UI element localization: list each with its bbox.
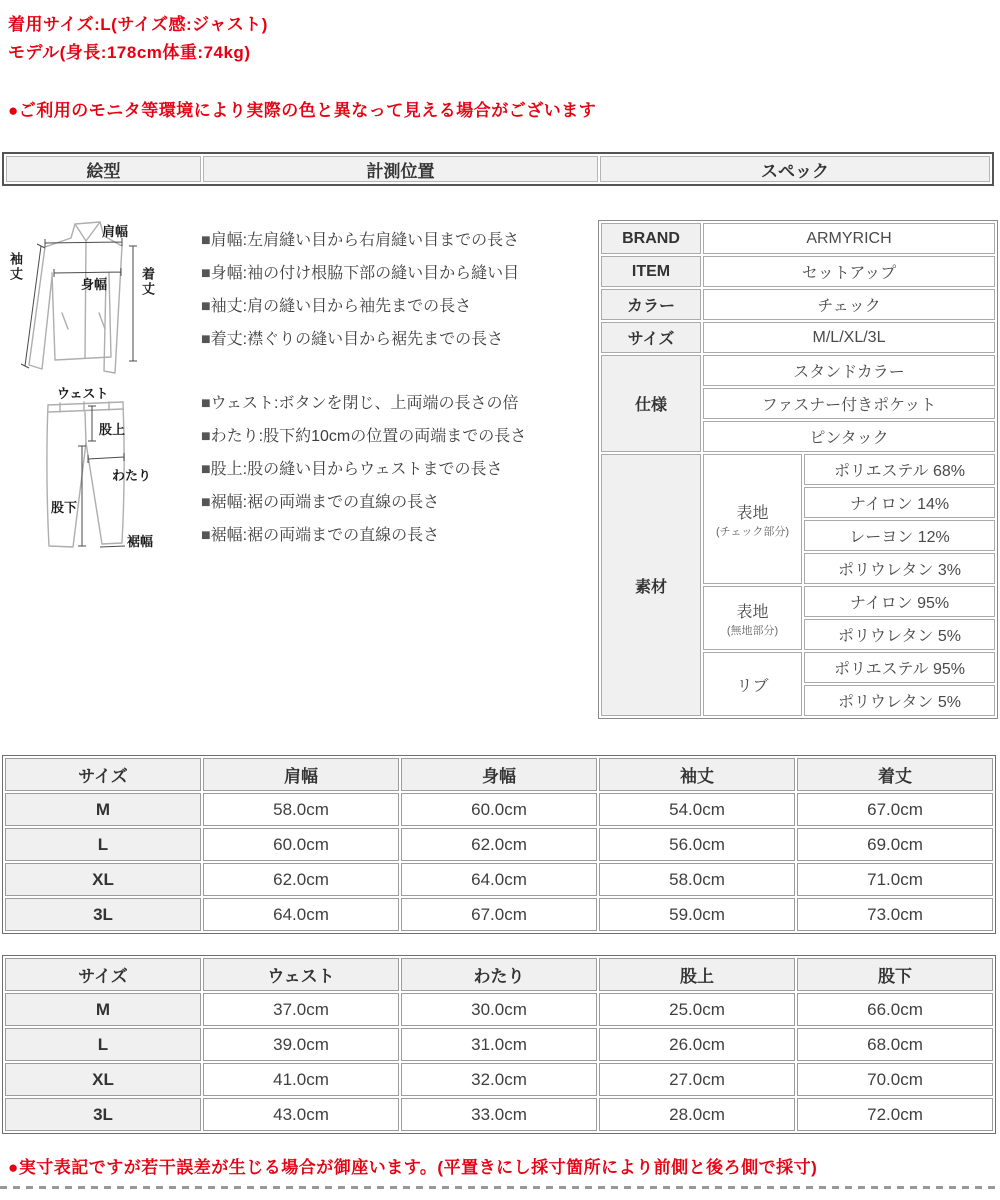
material-group-sub: (無地部分) — [726, 624, 779, 637]
table-cell: 60.0cm — [203, 828, 399, 861]
note-hem-2: ■裾幅:裾の両端までの直線の長さ — [201, 527, 440, 544]
table-cell: 27.0cm — [599, 1063, 795, 1096]
measure-notes-pants — [201, 390, 603, 555]
material-value: ポリエステル 68% — [804, 454, 995, 485]
material-group-rib — [703, 652, 802, 716]
table-cell: 26.0cm — [599, 1028, 795, 1061]
column-header: サイズ — [5, 758, 201, 791]
column-header: 袖丈 — [599, 758, 795, 791]
table-row — [5, 1063, 993, 1096]
pants-size-table — [2, 955, 996, 1134]
column-header: 身幅 — [401, 758, 597, 791]
table-cell: 28.0cm — [599, 1098, 795, 1131]
spec-value-item: セットアップ — [703, 256, 995, 287]
measurement-tolerance-note: ●実寸表記ですが若干誤差が生じる場合が御座います。(平置きにし採寸箇所により前側と後ろ側で採寸) — [8, 1158, 818, 1177]
pants-hem-label: 裾幅 — [127, 534, 154, 549]
header-drawing: 絵型 — [6, 156, 201, 182]
monitor-color-note: ●ご利用のモニタ等環境により実際の色と異なって見える場合がございます — [8, 101, 597, 120]
table-cell: 56.0cm — [599, 828, 795, 861]
table-row — [601, 454, 995, 485]
spec-value-brand: ARMYRICH — [703, 223, 995, 254]
cutoff-text-strip — [0, 1186, 1000, 1189]
size-row-label: XL — [5, 1063, 201, 1096]
section-header-bar — [2, 152, 994, 186]
table-row — [601, 256, 995, 287]
model-info-note: モデル(身長:178cm体重:74kg) — [8, 43, 251, 62]
table-cell: 60.0cm — [401, 793, 597, 826]
pants-rise-label: 股上 — [99, 422, 126, 437]
table-cell: 73.0cm — [797, 898, 993, 931]
column-header: 股下 — [797, 958, 993, 991]
pants-waist-label: ウェスト — [57, 386, 109, 401]
size-row-label: L — [5, 1028, 201, 1061]
table-row — [601, 289, 995, 320]
material-value: ナイロン 95% — [804, 586, 995, 617]
size-row-label: 3L — [5, 1098, 201, 1131]
table-row — [5, 1098, 993, 1131]
spec-label-material: 素材 — [601, 454, 701, 716]
jacket-line-art — [5, 215, 197, 385]
header-spec: スペック — [600, 156, 990, 182]
column-header: わたり — [401, 958, 597, 991]
table-cell: 30.0cm — [401, 993, 597, 1026]
jacket-chest-label: 身幅 — [81, 277, 108, 292]
table-cell: 31.0cm — [401, 1028, 597, 1061]
size-row-label: M — [5, 793, 201, 826]
table-row — [601, 322, 995, 353]
material-value: ナイロン 14% — [804, 487, 995, 518]
table-row — [5, 793, 993, 826]
size-row-label: XL — [5, 863, 201, 896]
jacket-shoulder-label: 肩幅 — [102, 224, 129, 239]
table-cell: 54.0cm — [599, 793, 795, 826]
table-row — [5, 1028, 993, 1061]
size-row-label: 3L — [5, 898, 201, 931]
table-cell: 25.0cm — [599, 993, 795, 1026]
table-cell: 33.0cm — [401, 1098, 597, 1131]
table-cell: 70.0cm — [797, 1063, 993, 1096]
column-header: 股上 — [599, 958, 795, 991]
note-hem-1: ■裾幅:裾の両端までの直線の長さ — [201, 494, 440, 511]
measure-notes-jacket — [201, 227, 603, 359]
header-measure-position: 計測位置 — [203, 156, 598, 182]
table-row — [5, 993, 993, 1026]
note-chest: ■身幅:袖の付け根脇下部の縫い目から縫い目 — [201, 265, 520, 282]
table-cell: 67.0cm — [797, 793, 993, 826]
note-waist: ■ウェスト:ボタンを閉じ、上両端の長さの倍 — [201, 395, 519, 412]
table-cell: 62.0cm — [401, 828, 597, 861]
table-header-row — [5, 758, 993, 791]
spec-value-color: チェック — [703, 289, 995, 320]
jacket-diagram — [5, 215, 197, 385]
table-cell: 68.0cm — [797, 1028, 993, 1061]
table-cell: 39.0cm — [203, 1028, 399, 1061]
table-cell: 64.0cm — [401, 863, 597, 896]
table-row — [5, 898, 993, 931]
material-value: ポリウレタン 5% — [804, 619, 995, 650]
spec-label-features: 仕様 — [601, 355, 701, 452]
column-header: 着丈 — [797, 758, 993, 791]
spec-feature: スタンドカラー — [703, 355, 995, 386]
material-group-name: 表地 — [736, 504, 769, 522]
wear-size-note: 着用サイズ:L(サイズ感:ジャスト) — [8, 15, 268, 34]
table-cell: 66.0cm — [797, 993, 993, 1026]
jacket-length-label: 着丈 — [140, 267, 155, 297]
spec-feature: ピンタック — [703, 421, 995, 452]
spec-label-size: サイズ — [601, 322, 701, 353]
table-row — [601, 355, 995, 386]
table-row — [601, 223, 995, 254]
material-value: ポリウレタン 5% — [804, 685, 995, 716]
size-row-label: M — [5, 993, 201, 1026]
material-value: レーヨン 12% — [804, 520, 995, 551]
jacket-sleeve-label: 袖丈 — [8, 252, 23, 282]
material-group-name: リブ — [736, 677, 769, 695]
column-header: サイズ — [5, 958, 201, 991]
table-cell: 72.0cm — [797, 1098, 993, 1131]
note-length: ■着丈:襟ぐりの縫い目から裾先までの長さ — [201, 331, 504, 348]
material-value: ポリエステル 95% — [804, 652, 995, 683]
table-cell: 58.0cm — [203, 793, 399, 826]
size-row-label: L — [5, 828, 201, 861]
jacket-size-table — [2, 755, 996, 934]
table-row — [5, 863, 993, 896]
material-group-sub: (チェック部分) — [716, 525, 789, 538]
table-cell: 67.0cm — [401, 898, 597, 931]
table-cell: 64.0cm — [203, 898, 399, 931]
pants-line-art — [5, 383, 197, 583]
table-header-row — [5, 958, 993, 991]
column-header: ウェスト — [203, 958, 399, 991]
table-row — [5, 828, 993, 861]
table-cell: 71.0cm — [797, 863, 993, 896]
spec-value-size: M/L/XL/3L — [703, 322, 995, 353]
spec-label-brand: BRAND — [601, 223, 701, 254]
pants-thigh-label: わたり — [112, 468, 152, 483]
note-rise: ■股上:股の縫い目からウェストまでの長さ — [201, 461, 503, 478]
table-cell: 69.0cm — [797, 828, 993, 861]
material-group-plain — [703, 586, 802, 650]
material-value: ポリウレタン 3% — [804, 553, 995, 584]
material-group-name: 表地 — [736, 603, 769, 621]
note-shoulder: ■肩幅:左肩縫い目から右肩縫い目までの長さ — [201, 232, 520, 249]
spec-feature: ファスナー付きポケット — [703, 388, 995, 419]
table-cell: 32.0cm — [401, 1063, 597, 1096]
material-group-check — [703, 454, 802, 584]
table-cell: 58.0cm — [599, 863, 795, 896]
table-cell: 37.0cm — [203, 993, 399, 1026]
table-cell: 59.0cm — [599, 898, 795, 931]
table-cell: 62.0cm — [203, 863, 399, 896]
pants-inseam-label: 股下 — [51, 500, 78, 515]
pants-diagram — [5, 383, 197, 583]
column-header: 肩幅 — [203, 758, 399, 791]
note-thigh: ■わたり:股下約10cmの位置の両端までの長さ — [201, 428, 527, 445]
spec-label-color: カラー — [601, 289, 701, 320]
table-cell: 41.0cm — [203, 1063, 399, 1096]
note-sleeve: ■袖丈:肩の縫い目から袖先までの長さ — [201, 298, 472, 315]
spec-label-item: ITEM — [601, 256, 701, 287]
table-cell: 43.0cm — [203, 1098, 399, 1131]
spec-table — [598, 220, 998, 719]
